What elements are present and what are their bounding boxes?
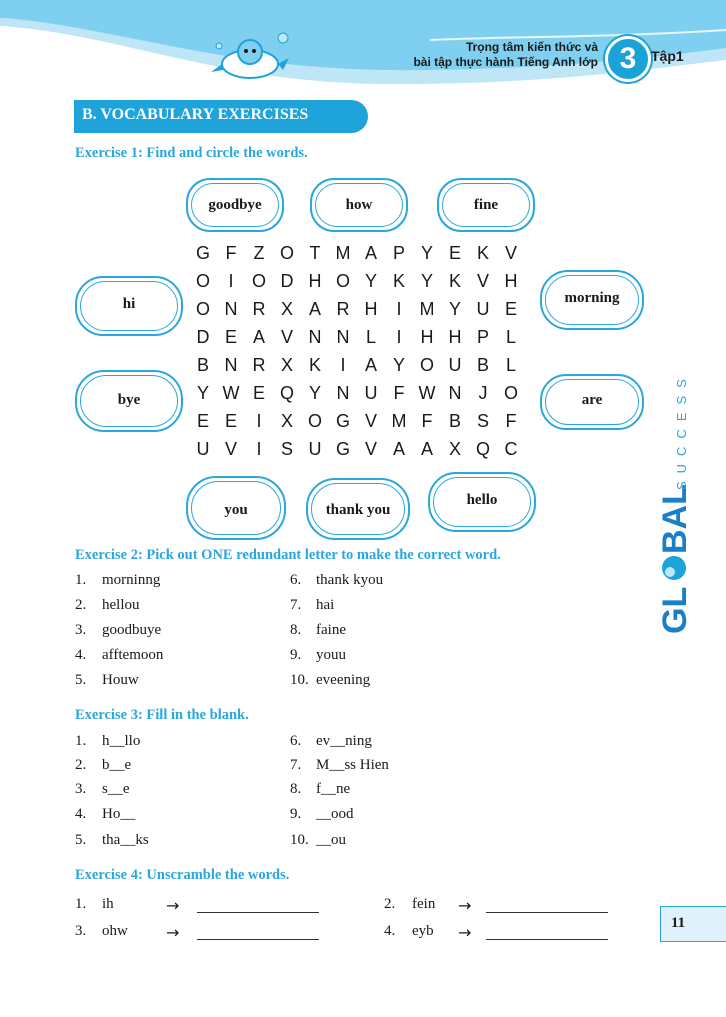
grid-cell[interactable]: F <box>421 411 433 431</box>
page-number-box <box>660 906 726 942</box>
grid-cell[interactable]: A <box>308 299 321 319</box>
item-number: 6. <box>290 733 302 749</box>
item-number: 2. <box>384 896 396 912</box>
word-bubble-hi <box>75 276 183 336</box>
exercise2-word: youu <box>316 647 346 663</box>
section-title: B. VOCABULARY EXERCISES <box>82 106 309 123</box>
word-bubble-you <box>186 476 286 540</box>
scrambled-word: eyb <box>412 923 434 939</box>
item-number: 4. <box>384 923 396 939</box>
item-number: 10. <box>290 832 309 848</box>
grid-cell[interactable]: R <box>252 299 266 319</box>
word-bubble-bye <box>75 370 183 432</box>
word-goodbye: goodbye <box>208 197 262 213</box>
item-number: 3. <box>75 923 87 939</box>
word-hi: hi <box>122 296 136 312</box>
grid-cell[interactable]: B <box>196 355 209 375</box>
arrow-right-icon: → <box>166 923 180 942</box>
global-success-logo <box>648 340 708 640</box>
word-bubble-how <box>310 178 408 232</box>
grid-cell[interactable]: F <box>225 243 237 263</box>
item-number: 2. <box>75 757 87 773</box>
grid-cell[interactable]: M <box>391 411 407 431</box>
grid-cell[interactable]: I <box>396 299 402 319</box>
word-how: how <box>345 197 373 213</box>
grid-cell[interactable]: F <box>505 411 517 431</box>
grid-cell[interactable]: N <box>336 383 350 403</box>
word-bubble-morning <box>540 270 644 330</box>
item-number: 6. <box>290 572 302 588</box>
grid-cell[interactable]: H <box>448 327 462 347</box>
grid-cell[interactable]: E <box>448 243 461 263</box>
item-number: 9. <box>290 647 302 663</box>
exercise3-word: b__e <box>102 757 132 773</box>
grid-cell[interactable]: L <box>505 327 516 347</box>
grid-cell[interactable]: O <box>279 243 294 263</box>
grid-row-5 <box>189 355 529 381</box>
grid-cell[interactable]: I <box>340 355 346 375</box>
grid-cell[interactable]: R <box>252 355 266 375</box>
grid-cell[interactable]: Y <box>420 243 433 263</box>
grid-cell[interactable]: U <box>448 355 462 375</box>
grid-cell[interactable]: O <box>335 271 350 291</box>
grid-row-1 <box>189 243 529 269</box>
grid-cell[interactable]: H <box>364 299 378 319</box>
grid-cell[interactable]: B <box>476 355 489 375</box>
grid-cell[interactable]: G <box>335 411 350 431</box>
grid-cell[interactable]: L <box>365 327 376 347</box>
grid-cell[interactable]: Y <box>448 299 461 319</box>
word-bubble-thank-you <box>306 478 410 540</box>
item-number: 10. <box>290 672 309 688</box>
grid-cell[interactable]: O <box>419 355 434 375</box>
grid-cell[interactable]: M <box>335 243 351 263</box>
grid-cell[interactable]: E <box>252 383 265 403</box>
answer-blank[interactable] <box>486 939 608 940</box>
item-number: 2. <box>75 597 87 613</box>
grid-row-6 <box>189 383 529 409</box>
grid-row-7 <box>189 411 529 437</box>
exercise2-word: afftemoon <box>102 647 164 663</box>
exercise2-word: thank kyou <box>316 572 384 588</box>
answer-blank[interactable] <box>486 912 608 913</box>
grid-cell[interactable]: O <box>195 299 210 319</box>
word-morning: morning <box>564 290 620 306</box>
item-number: 3. <box>75 781 87 797</box>
exercise3-title: Exercise 3: Fill in the blank. <box>75 707 249 723</box>
grid-cell[interactable]: V <box>280 327 293 347</box>
grid-cell[interactable]: R <box>336 299 350 319</box>
grid-cell[interactable]: A <box>252 327 265 347</box>
exercise2-word: hai <box>316 597 335 613</box>
item-number: 8. <box>290 781 302 797</box>
grid-cell[interactable]: S <box>280 439 293 459</box>
grid-cell[interactable]: I <box>396 327 402 347</box>
grid-cell[interactable]: X <box>280 299 293 319</box>
grid-cell[interactable]: U <box>308 439 322 459</box>
grid-cell[interactable]: V <box>224 439 237 459</box>
item-number: 7. <box>290 597 302 613</box>
grid-cell[interactable]: B <box>448 411 461 431</box>
grid-cell[interactable]: D <box>196 327 210 347</box>
grid-cell[interactable]: A <box>420 439 433 459</box>
grid-cell[interactable]: K <box>308 355 321 375</box>
exercise1-title: Exercise 1: Find and circle the words. <box>75 145 308 161</box>
grid-cell[interactable]: O <box>307 411 322 431</box>
grid-cell[interactable]: O <box>195 271 210 291</box>
grid-cell[interactable]: Y <box>420 271 433 291</box>
brand-main: GL <box>656 586 694 634</box>
grid-cell[interactable]: X <box>280 355 293 375</box>
grid-cell[interactable]: Z <box>253 243 265 263</box>
grid-row-3 <box>189 299 529 325</box>
word-fine: fine <box>473 197 499 213</box>
word-bubble-fine <box>437 178 535 232</box>
grid-cell[interactable]: E <box>504 299 517 319</box>
grid-cell[interactable]: T <box>309 243 321 263</box>
grid-cell[interactable]: Y <box>308 383 321 403</box>
item-number: 4. <box>75 647 87 663</box>
item-number: 3. <box>75 622 87 638</box>
exercise2-word: morninng <box>102 572 161 588</box>
item-number: 5. <box>75 832 87 848</box>
grid-cell[interactable]: A <box>364 355 377 375</box>
word-hello: hello <box>466 492 498 508</box>
item-number: 7. <box>290 757 302 773</box>
grid-cell[interactable]: H <box>308 271 322 291</box>
word-thank-you: thank you <box>325 502 391 518</box>
grid-cell[interactable]: M <box>419 299 435 319</box>
grid-cell[interactable]: I <box>256 411 262 431</box>
grid-cell[interactable]: V <box>364 439 377 459</box>
grid-cell[interactable]: X <box>280 411 293 431</box>
grid-cell[interactable]: I <box>228 271 234 291</box>
arrow-right-icon: → <box>458 896 472 915</box>
exercise2-word: eveening <box>316 672 371 688</box>
grid-cell[interactable]: Q <box>475 439 490 459</box>
grid-cell[interactable]: N <box>308 327 322 347</box>
item-number: 1. <box>75 572 87 588</box>
exercise3-word: f__ne <box>316 781 351 797</box>
grid-cell[interactable]: O <box>251 271 266 291</box>
exercise2-word: Houw <box>102 672 139 688</box>
exercise3-word: Ho__ <box>102 806 136 822</box>
exercise4-title: Exercise 4: Unscramble the words. <box>75 867 290 883</box>
grid-cell[interactable]: H <box>420 327 434 347</box>
grid-cell[interactable]: I <box>256 439 262 459</box>
exercise2-title: Exercise 2: Pick out ONE redundant letter to make the correct word. <box>75 547 501 563</box>
exercise3-word: s__e <box>102 781 130 797</box>
grid-cell[interactable]: N <box>224 355 238 375</box>
grid-cell[interactable]: P <box>392 243 405 263</box>
grid-cell[interactable]: V <box>476 271 489 291</box>
grid-cell[interactable]: L <box>505 355 516 375</box>
grid-cell[interactable]: H <box>504 271 518 291</box>
exercise2-word: faine <box>316 622 346 638</box>
exercise3-word: tha__ks <box>102 832 149 848</box>
grid-cell[interactable]: K <box>476 243 489 263</box>
grid-cell[interactable]: P <box>476 327 489 347</box>
scrambled-word: ohw <box>102 923 128 939</box>
volume-label: Tập1 <box>651 48 684 64</box>
grid-cell[interactable]: U <box>364 383 378 403</box>
grid-cell[interactable]: W <box>222 383 240 403</box>
answer-blank[interactable] <box>197 912 319 913</box>
exercise3-word: __ou <box>316 832 346 848</box>
grid-cell[interactable]: W <box>418 383 436 403</box>
grid-cell[interactable]: G <box>335 439 350 459</box>
grid-cell[interactable]: O <box>503 383 518 403</box>
word-are: are <box>581 392 603 408</box>
item-number: 1. <box>75 896 87 912</box>
grade-badge: 3 <box>605 36 651 82</box>
grid-row-8 <box>189 439 529 465</box>
grid-row-2 <box>189 271 529 297</box>
exercise3-word: __ood <box>316 806 354 822</box>
grid-cell[interactable]: N <box>224 299 238 319</box>
grid-cell[interactable]: U <box>196 439 210 459</box>
brand-mid: BAL <box>656 484 694 554</box>
grid-cell[interactable]: E <box>196 411 209 431</box>
item-number: 4. <box>75 806 87 822</box>
word-bubble-goodbye <box>186 178 284 232</box>
grid-cell[interactable]: G <box>195 243 210 263</box>
rocket-mascot-icon <box>205 28 295 88</box>
item-number: 8. <box>290 622 302 638</box>
item-number: 5. <box>75 672 87 688</box>
grid-cell[interactable]: A <box>364 243 377 263</box>
arrow-right-icon: → <box>166 896 180 915</box>
scrambled-word: ih <box>102 896 114 912</box>
word-bubble-are <box>540 374 644 430</box>
grid-cell[interactable]: V <box>364 411 377 431</box>
grid-cell[interactable]: K <box>392 271 405 291</box>
section-banner <box>74 100 368 133</box>
grid-cell[interactable]: U <box>476 299 490 319</box>
grid-row-4 <box>189 327 529 353</box>
exercise2-word: goodbuye <box>102 622 162 638</box>
grid-cell[interactable]: S <box>476 411 489 431</box>
grid-cell[interactable]: D <box>280 271 294 291</box>
grid-cell[interactable]: N <box>448 383 462 403</box>
grid-cell[interactable]: X <box>448 439 461 459</box>
arrow-right-icon: → <box>458 923 472 942</box>
grid-cell[interactable]: J <box>478 383 488 403</box>
grid-cell[interactable]: A <box>392 439 405 459</box>
exercise2-word: hellou <box>102 597 140 613</box>
grid-cell[interactable]: Y <box>392 355 405 375</box>
header-title-line1: Trọng tâm kiến thức và <box>465 40 598 54</box>
scrambled-word: fein <box>412 896 436 912</box>
grid-cell[interactable]: Q <box>279 383 294 403</box>
grid-cell[interactable]: N <box>336 327 350 347</box>
exercise3-word: h__llo <box>102 733 141 749</box>
grid-cell[interactable]: Y <box>364 271 377 291</box>
header-title-line2: bài tập thực hành Tiếng Anh lớp <box>413 55 598 69</box>
grid-cell[interactable]: E <box>224 327 237 347</box>
grid-cell[interactable]: E <box>224 411 237 431</box>
grid-cell[interactable]: F <box>393 383 405 403</box>
grid-cell[interactable]: C <box>504 439 518 459</box>
grid-cell[interactable]: K <box>448 271 461 291</box>
brand-sub: SUCCESS <box>674 371 689 490</box>
grid-cell[interactable]: Y <box>196 383 209 403</box>
word-bye: bye <box>117 392 141 408</box>
item-number: 1. <box>75 733 87 749</box>
exercise3-word: M__ss Hien <box>316 757 389 773</box>
word-you: you <box>224 502 248 518</box>
grid-cell[interactable]: V <box>504 243 517 263</box>
item-number: 9. <box>290 806 302 822</box>
answer-blank[interactable] <box>197 939 319 940</box>
word-bubble-hello <box>428 472 536 532</box>
page-number: 11 <box>671 915 686 931</box>
exercise3-word: ev__ning <box>316 733 372 749</box>
